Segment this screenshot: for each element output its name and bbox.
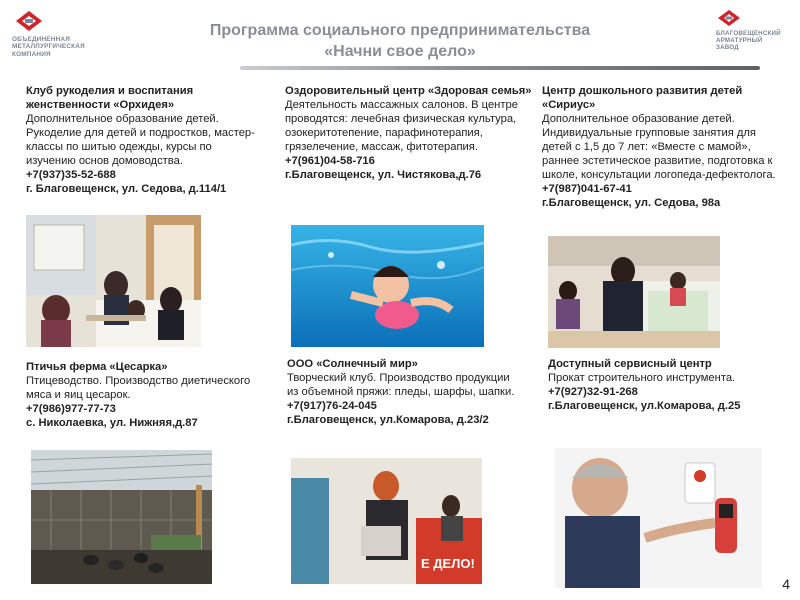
- photo-baby-swimming-image: [291, 225, 484, 347]
- logo-left-line-1: ОБЪЕДИНЕННАЯ: [12, 36, 71, 43]
- card-phone: +7(917)76-24-045: [287, 400, 377, 412]
- logo-right-line-2: АРМАТУРНЫЙ: [716, 37, 763, 45]
- card-address: г. Благовещенск, ул. Седова, д.114/1: [26, 183, 227, 195]
- card-heading: Оздоровительный центр «Здоровая семья»: [285, 85, 532, 97]
- card-description: Дополнительное образование детей. Рукоделие для детей и подростков, мастер-классы по шитью одежды, курсы по изучению основ домоводства.: [26, 113, 255, 167]
- card-heading: Птичья ферма «Цесарка»: [26, 361, 168, 373]
- photo-poultry-farm: [31, 450, 212, 584]
- card-phone: +7(937)35-52-688: [26, 169, 116, 181]
- card-description: Творческий клуб. Производство продукции из объемной пряжи: пледы, шарфы, шапки.: [287, 372, 515, 398]
- card-description: Дополнительное образование детей. Индивидуальные групповые занятия для детей с 1,5 до 7 лет: «Вместе с мамой», раннее эстетическое развитие, подготовка к школе, консультации логопеда-дефектолога.: [542, 113, 776, 181]
- card-address: г.Благовещенск, ул. Седова, 98а: [542, 197, 721, 209]
- omk-logo: [12, 8, 102, 58]
- photo-sunny-world-image: [291, 458, 482, 584]
- baz-logo: [716, 8, 796, 52]
- card-phone: +7(987)041-67-41: [542, 183, 632, 195]
- card-address: г.Благовещенск, ул.Комарова, д.25: [548, 400, 741, 412]
- card-guinea-fowl-farm: [26, 360, 272, 430]
- photo-crafts-class-image: [26, 215, 201, 347]
- card-phone: +7(961)04-58-716: [285, 155, 375, 167]
- photo-baby-swimming: [291, 225, 484, 347]
- photo-sunny-world: [291, 458, 482, 584]
- baz-logo-icon: [716, 8, 742, 28]
- photo-poultry-farm-image: [31, 450, 212, 584]
- card-heading: ООО «Солнечный мир»: [287, 358, 418, 370]
- card-description: Птицеводство. Производство диетического мяса и яиц цесарок.: [26, 375, 251, 401]
- card-description: Прокат строительного инструмента.: [548, 372, 736, 384]
- card-address: г.Благовещенск, ул. Чистякова,д.76: [285, 169, 482, 181]
- card-address: с. Николаевка, ул. Нижняя,д.87: [26, 417, 198, 429]
- logo-right-line-1: БЛАГОВЕЩЕНСКИЙ: [716, 30, 781, 37]
- card-sirius: [542, 84, 786, 210]
- photo-tool-rental: [555, 448, 762, 588]
- page-number: 4: [782, 576, 790, 592]
- page-title-line-2: «Начни свое дело»: [324, 43, 476, 60]
- banner-text: Е ДЕЛО!: [421, 556, 475, 571]
- card-address: г.Благовещенск, ул.Комарова, д.23/2: [287, 414, 489, 426]
- logo-right-line-3: ЗАВОД: [716, 44, 739, 52]
- omk-logo-icon: [12, 8, 46, 34]
- photo-preschool: [548, 236, 720, 348]
- card-sunny-world: [287, 357, 515, 427]
- page-title-line-1: Программа социального предпринимательства: [209, 22, 591, 39]
- card-service-center: [548, 357, 784, 413]
- card-healthy-family: [285, 84, 533, 182]
- page-title: [150, 20, 650, 62]
- title-divider: [240, 66, 760, 70]
- card-heading: Центр дошкольного развития детей «Сириус»: [542, 85, 743, 111]
- card-heading: Клуб рукоделия и воспитания женственности «Орхидея»: [26, 85, 194, 111]
- photo-tool-rental-image: [555, 448, 762, 588]
- card-phone: +7(986)977-77-73: [26, 403, 116, 415]
- logo-left-line-3: КОМПАНИЯ: [12, 50, 51, 58]
- card-heading: Доступный сервисный центр: [548, 358, 712, 370]
- card-orchid: [26, 84, 262, 196]
- card-description: Деятельность массажных салонов. В центре проводятся: лечебная физическая культура, озокеритотепение, парафинотерапия, грязелечение, массаж, фитотерапия.: [285, 99, 518, 153]
- photo-preschool-image: [548, 236, 720, 348]
- card-phone: +7(927)32-91-268: [548, 386, 638, 398]
- photo-crafts-class: [26, 215, 201, 347]
- logo-left-line-2: МЕТАЛЛУРГИЧЕСКАЯ: [12, 43, 85, 51]
